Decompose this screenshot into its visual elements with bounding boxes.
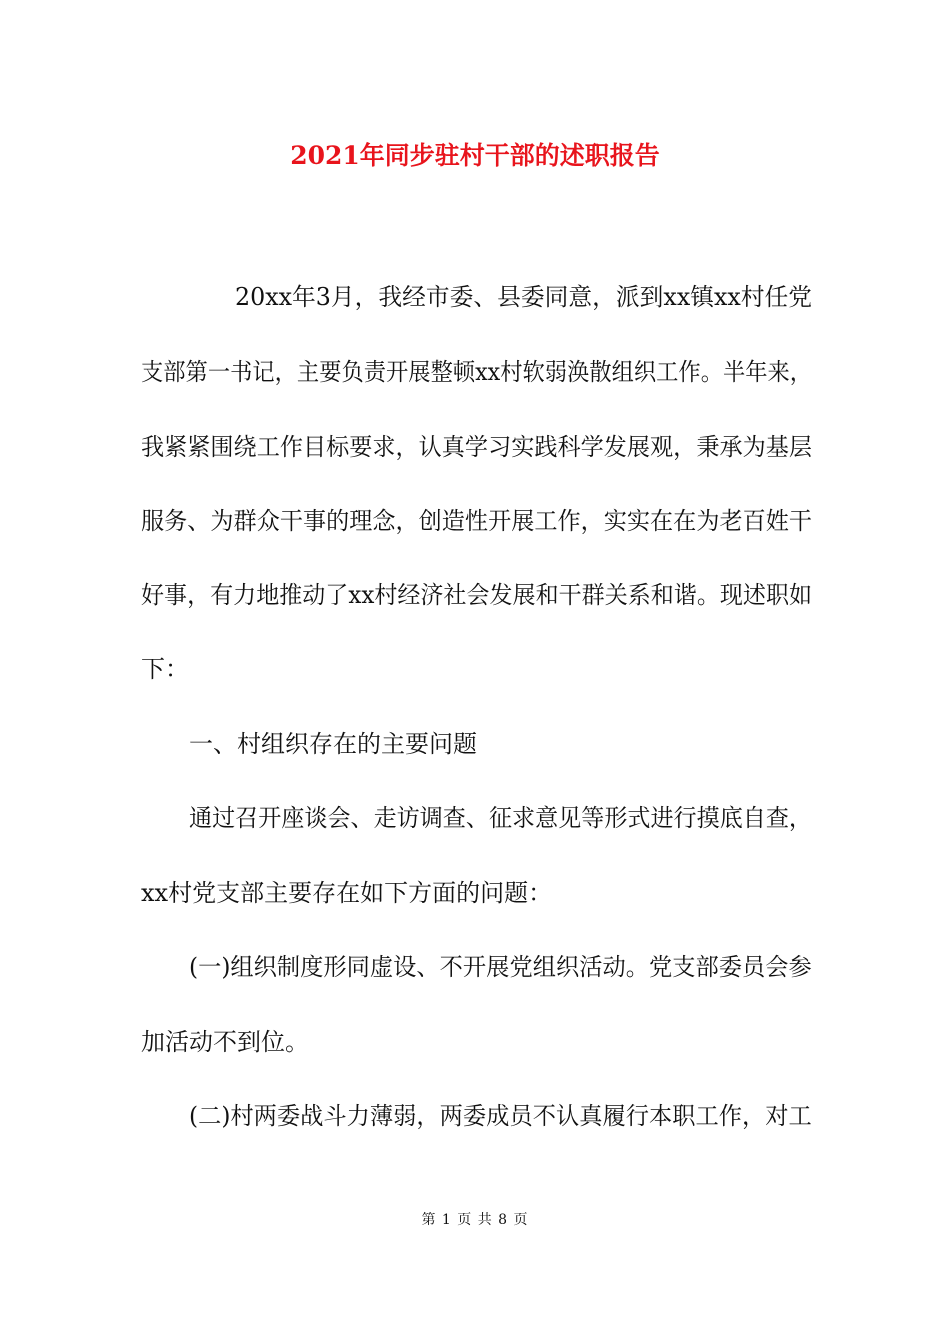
paragraph-line: 通过召开座谈会、走访调查、征求意见等形式进行摸底自查， [189, 804, 812, 832]
paragraph-line: 支部第一书记，主要负责开展整顿xx村软弱涣散组织工作。半年来， [141, 358, 813, 386]
paragraph-line: 下： [141, 655, 189, 683]
page-footer: 第 1 页 共 8 页 [421, 1212, 529, 1228]
paragraph-line: 服务、为群众干事的理念，创造性开展工作，实实在在为老百姓干 [141, 507, 813, 535]
paragraph-line: (二)村两委战斗力薄弱，两委成员不认真履行本职工作，对工 [189, 1102, 812, 1130]
document-title: 2021年同步驻村干部的述职报告 [290, 141, 660, 170]
section-heading: 一、村组织存在的主要问题 [189, 730, 477, 758]
paragraph-line: 加活动不到位。 [141, 1028, 309, 1056]
paragraph-line: (一)组织制度形同虚设、不开展党组织活动。党支部委员会参 [189, 953, 812, 981]
paragraph-line: 好事，有力地推动了xx村经济社会发展和干群关系和谐。现述职如 [141, 581, 813, 609]
paragraph-line: 我紧紧围绕工作目标要求，认真学习实践科学发展观，秉承为基层 [141, 433, 813, 461]
paragraph-line: 20xx年3月，我经市委、县委同意，派到xx镇xx村任党 [235, 283, 813, 311]
paragraph-line: xx村党支部主要存在如下方面的问题： [141, 879, 553, 907]
